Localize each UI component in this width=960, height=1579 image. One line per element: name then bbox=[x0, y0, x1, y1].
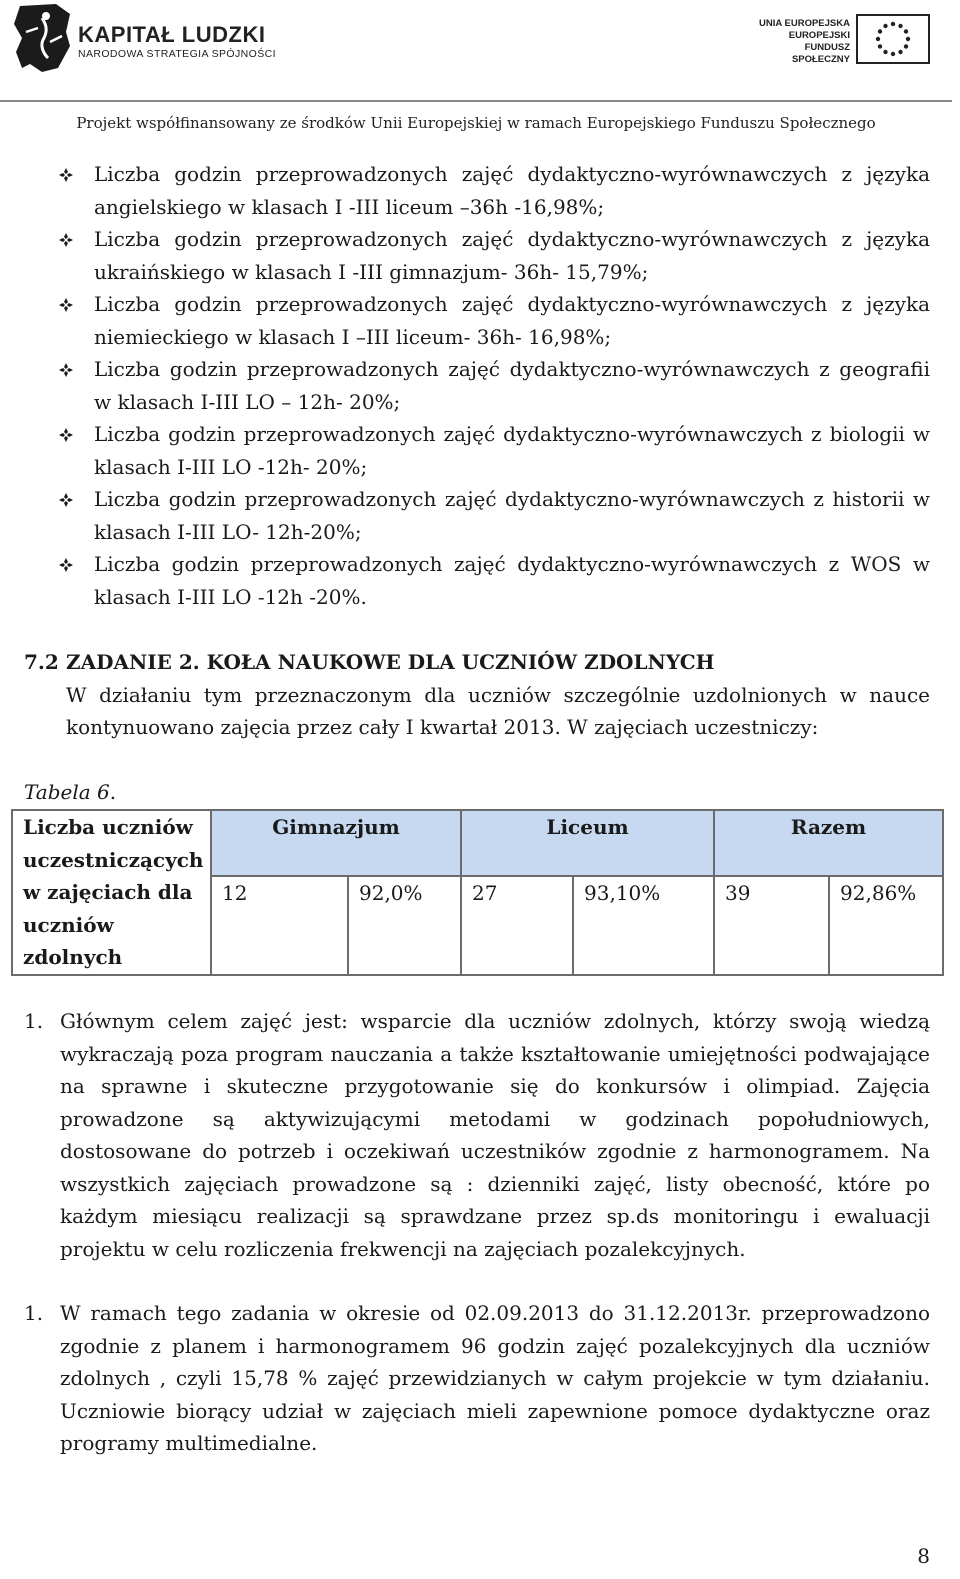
list-item bbox=[24, 1297, 930, 1460]
list-item bbox=[24, 1005, 930, 1265]
diamond-bullet-icon bbox=[58, 362, 74, 378]
numbered-list-a bbox=[24, 1005, 930, 1265]
page-header bbox=[0, 0, 960, 140]
bullet-text: Liczba godzin przeprowadzonych zajęć dydaktyczno-wyrównawczych z języka ukraińskiego w klasach I -III gimnazjum- 36h- 15,79%; bbox=[94, 227, 930, 284]
diamond-bullet-icon bbox=[58, 297, 74, 313]
section-7-2 bbox=[24, 646, 930, 744]
table-cell: 92,0% bbox=[348, 876, 461, 974]
table-cell: 27 bbox=[461, 876, 573, 974]
diamond-bullet-icon bbox=[58, 427, 74, 443]
eu-logo-line-1: UNIA EUROPEJSKA bbox=[759, 18, 850, 29]
section-heading bbox=[24, 646, 930, 679]
numbered-list-b bbox=[24, 1297, 930, 1460]
header-caption: Projekt współfinansowany ze środków Unii Europejskiej w ramach Europejskiego Funduszu Społecznego bbox=[76, 114, 876, 132]
list-marker: 1. bbox=[24, 1009, 44, 1033]
table-header-cell: Gimnazjum bbox=[211, 810, 461, 876]
bullet-item bbox=[56, 158, 930, 223]
logo-left-subtitle: NARODOWA STRATEGIA SPÓJNOŚCI bbox=[78, 48, 276, 60]
table-header-cell: Liceum bbox=[461, 810, 714, 876]
section-body: W działaniu tym przeznaczonym dla uczniów szczególnie uzdolnionych w nauce kontynuowano zajęcia przez cały I kwartał 2013. W zajęciach uczestniczy: bbox=[66, 682, 930, 739]
eu-logo-text bbox=[752, 18, 850, 66]
bullet-text: Liczba godzin przeprowadzonych zajęć dydaktyczno-wyrównawczych z geografii w klasach I-III LO – 12h- 20%; bbox=[94, 357, 930, 414]
table-caption: Tabela 6. bbox=[24, 780, 117, 804]
bullet-item bbox=[56, 418, 930, 483]
bullet-item bbox=[56, 353, 930, 418]
bullet-item bbox=[56, 483, 930, 548]
table-header-cell: Razem bbox=[714, 810, 943, 876]
bullet-text: Liczba godzin przeprowadzonych zajęć dydaktyczno-wyrównawczych z historii w klasach I-III LO- 12h-20%; bbox=[94, 487, 930, 544]
bullet-item bbox=[56, 223, 930, 288]
table-cell: 12 bbox=[211, 876, 348, 974]
logo-left-title: KAPITAŁ LUDZKI bbox=[78, 22, 266, 47]
header-divider bbox=[0, 100, 952, 102]
eu-flag-icon bbox=[856, 14, 930, 64]
table-cell: 39 bbox=[714, 876, 829, 974]
list-marker: 1. bbox=[24, 1301, 44, 1325]
page-number: 8 bbox=[917, 1544, 930, 1568]
section-title: ZADANIE 2. KOŁA NAUKOWE DLA UCZNIÓW ZDOLNYCH bbox=[66, 650, 715, 674]
bullet-text: Liczba godzin przeprowadzonych zajęć dydaktyczno-wyrównawczych z języka angielskiego w klasach I -III liceum –36h -16,98%; bbox=[94, 162, 930, 219]
kapital-ludzki-logo bbox=[12, 2, 276, 74]
eu-logo bbox=[752, 14, 932, 64]
participants-table bbox=[11, 809, 944, 976]
eu-logo-line-3: FUNDUSZ SPOŁECZNY bbox=[791, 42, 850, 65]
table-header-row bbox=[12, 810, 943, 876]
section-number: 7.2 bbox=[24, 650, 59, 674]
bullet-item bbox=[56, 548, 930, 613]
list-item-text: Głównym celem zajęć jest: wsparcie dla uczniów zdolnych, którzy swoją wiedzą wykraczają poza program nauczania a także kształtowanie umiejętności podwajające na sprawne i skuteczne przygotowanie się do konkursów i olimpiad. Zajęcia prowadzone są aktywizującymi metodami w godzinach popołudniowych, dostosowane do potrzeb i oczekiwań uczestników zgodnie z harmonogramem. Na wszystkich zajęciach prowadzone są : dzienniki zajęć, listy obecność, które po każdym miesiącu realizacji są sprawdzane przez sp.ds monitoringu i ewaluacji projektu w celu rozliczenia frekwencji na zajęciach pozalekcyjnych. bbox=[60, 1009, 930, 1261]
diamond-bullet-icon bbox=[58, 167, 74, 183]
list-item-text: W ramach tego zadania w okresie od 02.09.2013 do 31.12.2013r. przeprowadzono zgodnie z planem i harmonogramem 96 godzin zajęć pozalekcyjnych dla uczniów zdolnych , czyli 15,78 % zajęć przewidzianych w całym projekcie w tym działaniu. Uczniowie biorący udział w zajęciach mieli zapewnione pomoce dydaktyczne oraz programy multimedialne. bbox=[60, 1301, 930, 1455]
bullet-text: Liczba godzin przeprowadzonych zajęć dydaktyczno-wyrównawczych z języka niemieckiego w klasach I –III liceum- 36h- 16,98%; bbox=[94, 292, 930, 349]
table-row-label: Liczba uczniów uczestniczących w zajęciach dla uczniów zdolnych bbox=[12, 810, 211, 975]
table-cell: 93,10% bbox=[573, 876, 714, 974]
diamond-bullet-icon bbox=[58, 557, 74, 573]
diamond-bullet-icon bbox=[58, 492, 74, 508]
kapital-ludzki-mark-icon bbox=[12, 2, 72, 74]
bullet-item bbox=[56, 288, 930, 353]
eu-logo-line-2: EUROPEJSKI bbox=[788, 30, 850, 41]
diamond-bullet-icon bbox=[58, 232, 74, 248]
bullet-text: Liczba godzin przeprowadzonych zajęć dydaktyczno-wyrównawczych z WOS w klasach I-III LO -12h -20%. bbox=[94, 552, 930, 609]
bullet-text: Liczba godzin przeprowadzonych zajęć dydaktyczno-wyrównawczych z biologii w klasach I-III LO -12h- 20%; bbox=[94, 422, 930, 479]
bullet-list bbox=[56, 158, 930, 613]
table-cell: 92,86% bbox=[829, 876, 943, 974]
